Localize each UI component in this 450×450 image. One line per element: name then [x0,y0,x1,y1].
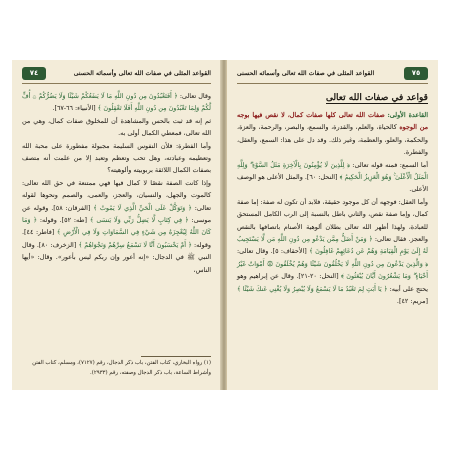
quran-verse: ﴿ يَا أَبَتِ لِمَ تَعْبُدُ مَا لَا يَسْمَعُ وَلَا يُبْصِرُ وَلَا يُغْنِي عَنكَ شَيْئًا ﴾ [237,284,388,293]
right-paragraph [237,159,428,196]
right-page [226,60,438,390]
rule-label: القاعدة الأولى: [387,111,428,119]
left-running-head [22,67,211,84]
prose-fragment: [النحل: ٦٠]. والمثل الأعلى هو الوصف الأعلى. [237,173,428,194]
quran-verse: ﴿ وَتَوَكَّلْ عَلَى الْحَيِّ الَّذِي لَا يَمُوتُ ﴾ [93,203,192,212]
footnote-divider [141,356,211,357]
prose-fragment: [مريم: ٤٢]. [396,297,428,306]
left-footnotes: (١) رواه البخاري، كتاب الفتن، باب ذكر الدجال، رقم (٧١٢٧)، ومسلم، كتاب الفتن وأشراط الساعة، باب ذكر الدجال وصفته، رقم (٢٩٣٣). [32,360,211,376]
section-heading-text: قواعد في صفات الله تعالى [325,93,428,103]
quran-verse: ﴿ أَفَتَعْبُدُونَ مِن دُونِ اللَّهِ مَا لَا يَنفَعُكُمْ شَيْئًا وَلَا يَضُرُّكُمْ ۞ أُفٍّ لَّكُمْ وَلِمَا تَعْبُدُونَ مِن دُونِ اللَّهِ أَفَلَا تَعْقِلُونَ ﴾ [22,92,211,113]
left-paragraph: ثم إنه قد ثبت بالحس والمشاهدة أن للمخلوق صفات كمال، وهي من الله تعالى، فمعطي الكمال أولى به. [22,116,211,138]
quran-verse: ﴿ وَالَّذِينَ يَدْعُونَ مِن دُونِ اللَّهِ لَا يَخْلُقُونَ شَيْئًا وَهُمْ يُخْلَقُونَ ۞ أَمْوَاتٌ غَيْرُ أَحْيَاءٍ ۖ وَمَا يَشْعُرُونَ أَيَّانَ يُبْعَثُونَ ﴾ [237,259,428,281]
prose-fragment: [الفرقان: ٥٨]. وقوله عن موسى: [22,203,211,225]
right-paragraph [237,196,428,308]
prose-fragment: وإذا كانت الصفة نقصًا لا كمال فيها فهي ممتنعة في حق الله تعالى: كالموت والجهل، والنسيان، والعجز، والعمى، والصمم ونحوها لقوله تعالى: [22,178,212,212]
section-heading [237,90,428,106]
prose-fragment: [فاطر: ٤٤]. وقوله: [22,228,211,249]
left-paragraph: وأما الفطرة: فلأن النفوس السليمة مجبولة مفطورة على محبة الله وتعظيمه وعبادته، وهل تحب وتعظم وتعبد إلا من علمت أنه متصف بصفات الكمال اللائقة بربوبيته وألوهيته؟ [22,141,211,175]
prose-fragment: وقال تعالى: [177,92,212,100]
right-page-number: ٧٥ [404,67,428,80]
right-body-text [237,90,428,308]
quran-verse: ﴿ وَمَنْ أَضَلُّ مِمَّن يَدْعُو مِن دُونِ اللَّهِ مَن لَّا يَسْتَجِيبُ لَهُ إِلَىٰ يَوْمِ الْقِيَامَةِ وَهُمْ عَن دُعَائِهِمْ غَافِلُونَ ﴾ [237,235,429,256]
prose-fragment: [الأحقاف: ٥]. وقال تعالى: [237,247,310,256]
rule-lead: صفات الله تعالى كلها صفات كمال، لا نقص فيها بوجه من الوجوه [237,111,428,132]
rule-text: كالحياة، والعلم، والقدرة، والسمع، والبصر، والرحمة، والعزة، والحكمة، والعلو، والعظمة، وغير ذلك. وقد دل على هذا: السمع، والعقل، والفطرة. [237,123,428,157]
left-paragraph [22,177,211,276]
quran-verse: ﴿ أَمْ يَحْسَبُونَ أَنَّا لَا نَسْمَعُ سِرَّهُمْ وَنَجْوَاهُمْ ﴾ [78,240,192,249]
left-page-number: ٧٤ [22,67,46,80]
quran-verse: ﴿ فِي كِتَابٍ لَّا يَضِلُّ رَبِّي وَلَا يَنسَى ﴾ [89,216,189,225]
left-page [12,60,222,390]
prose-fragment: [النحل: ٢٠-٢١]. وقال عن إبراهيم وهو يحتج على أبيه: [237,272,428,293]
left-body-text [22,90,211,276]
quran-verse: ﴿ وَمَا كَانَ اللَّهُ لِيُعْجِزَهُ مِن شَيْءٍ فِي السَّمَاوَاتِ وَلَا فِي الْأَرْضِ ﴾ [22,216,211,237]
prose-fragment: [الأنبياء: ٦٦-٦٧]. [52,104,98,113]
right-running-title: القواعد المثلى في صفات الله تعالى وأسمائه الحسنى [237,70,375,77]
prose-fragment: وأما العقل: فوجهه أن كل موجود حقيقة، فلابد أن تكون له صفة: إما صفة كمال، وإما صفة نقص، والثاني باطل بالنسبة إلى الرب الكامل المستحق للعبادة، ولهذا أظهر الله تعالى بطلان ألوهية الأصنام باتصافها بالنقص والعجز. فقال تعالى: [237,197,428,244]
prose-fragment: [الزخرف: ٨٠]. وقال النبي ﷺ في الدجال: «إنه أعور وإن ربكم ليس بأعور». وقال: «أيها الناس، [22,240,211,274]
quran-verse: ﴿ لِلَّذِينَ لَا يُؤْمِنُونَ بِالْآخِرَةِ مَثَلُ السَّوْءِ ۖ وَلِلَّهِ الْمَثَلُ الْأَعْلَىٰ ۚ وَهُوَ الْعَزِيزُ الْحَكِيمُ ﴾ [237,160,429,182]
rule-one-paragraph [237,109,428,159]
left-running-title: القواعد المثلى في صفات الله تعالى وأسمائه الحسنى [73,70,211,77]
right-running-head [237,67,428,84]
left-paragraph [22,90,211,115]
prose-fragment: أما السمع: فمنه قوله تعالى: [349,160,428,169]
prose-fragment: [طه: ٥٢]. وقوله: [37,216,90,225]
